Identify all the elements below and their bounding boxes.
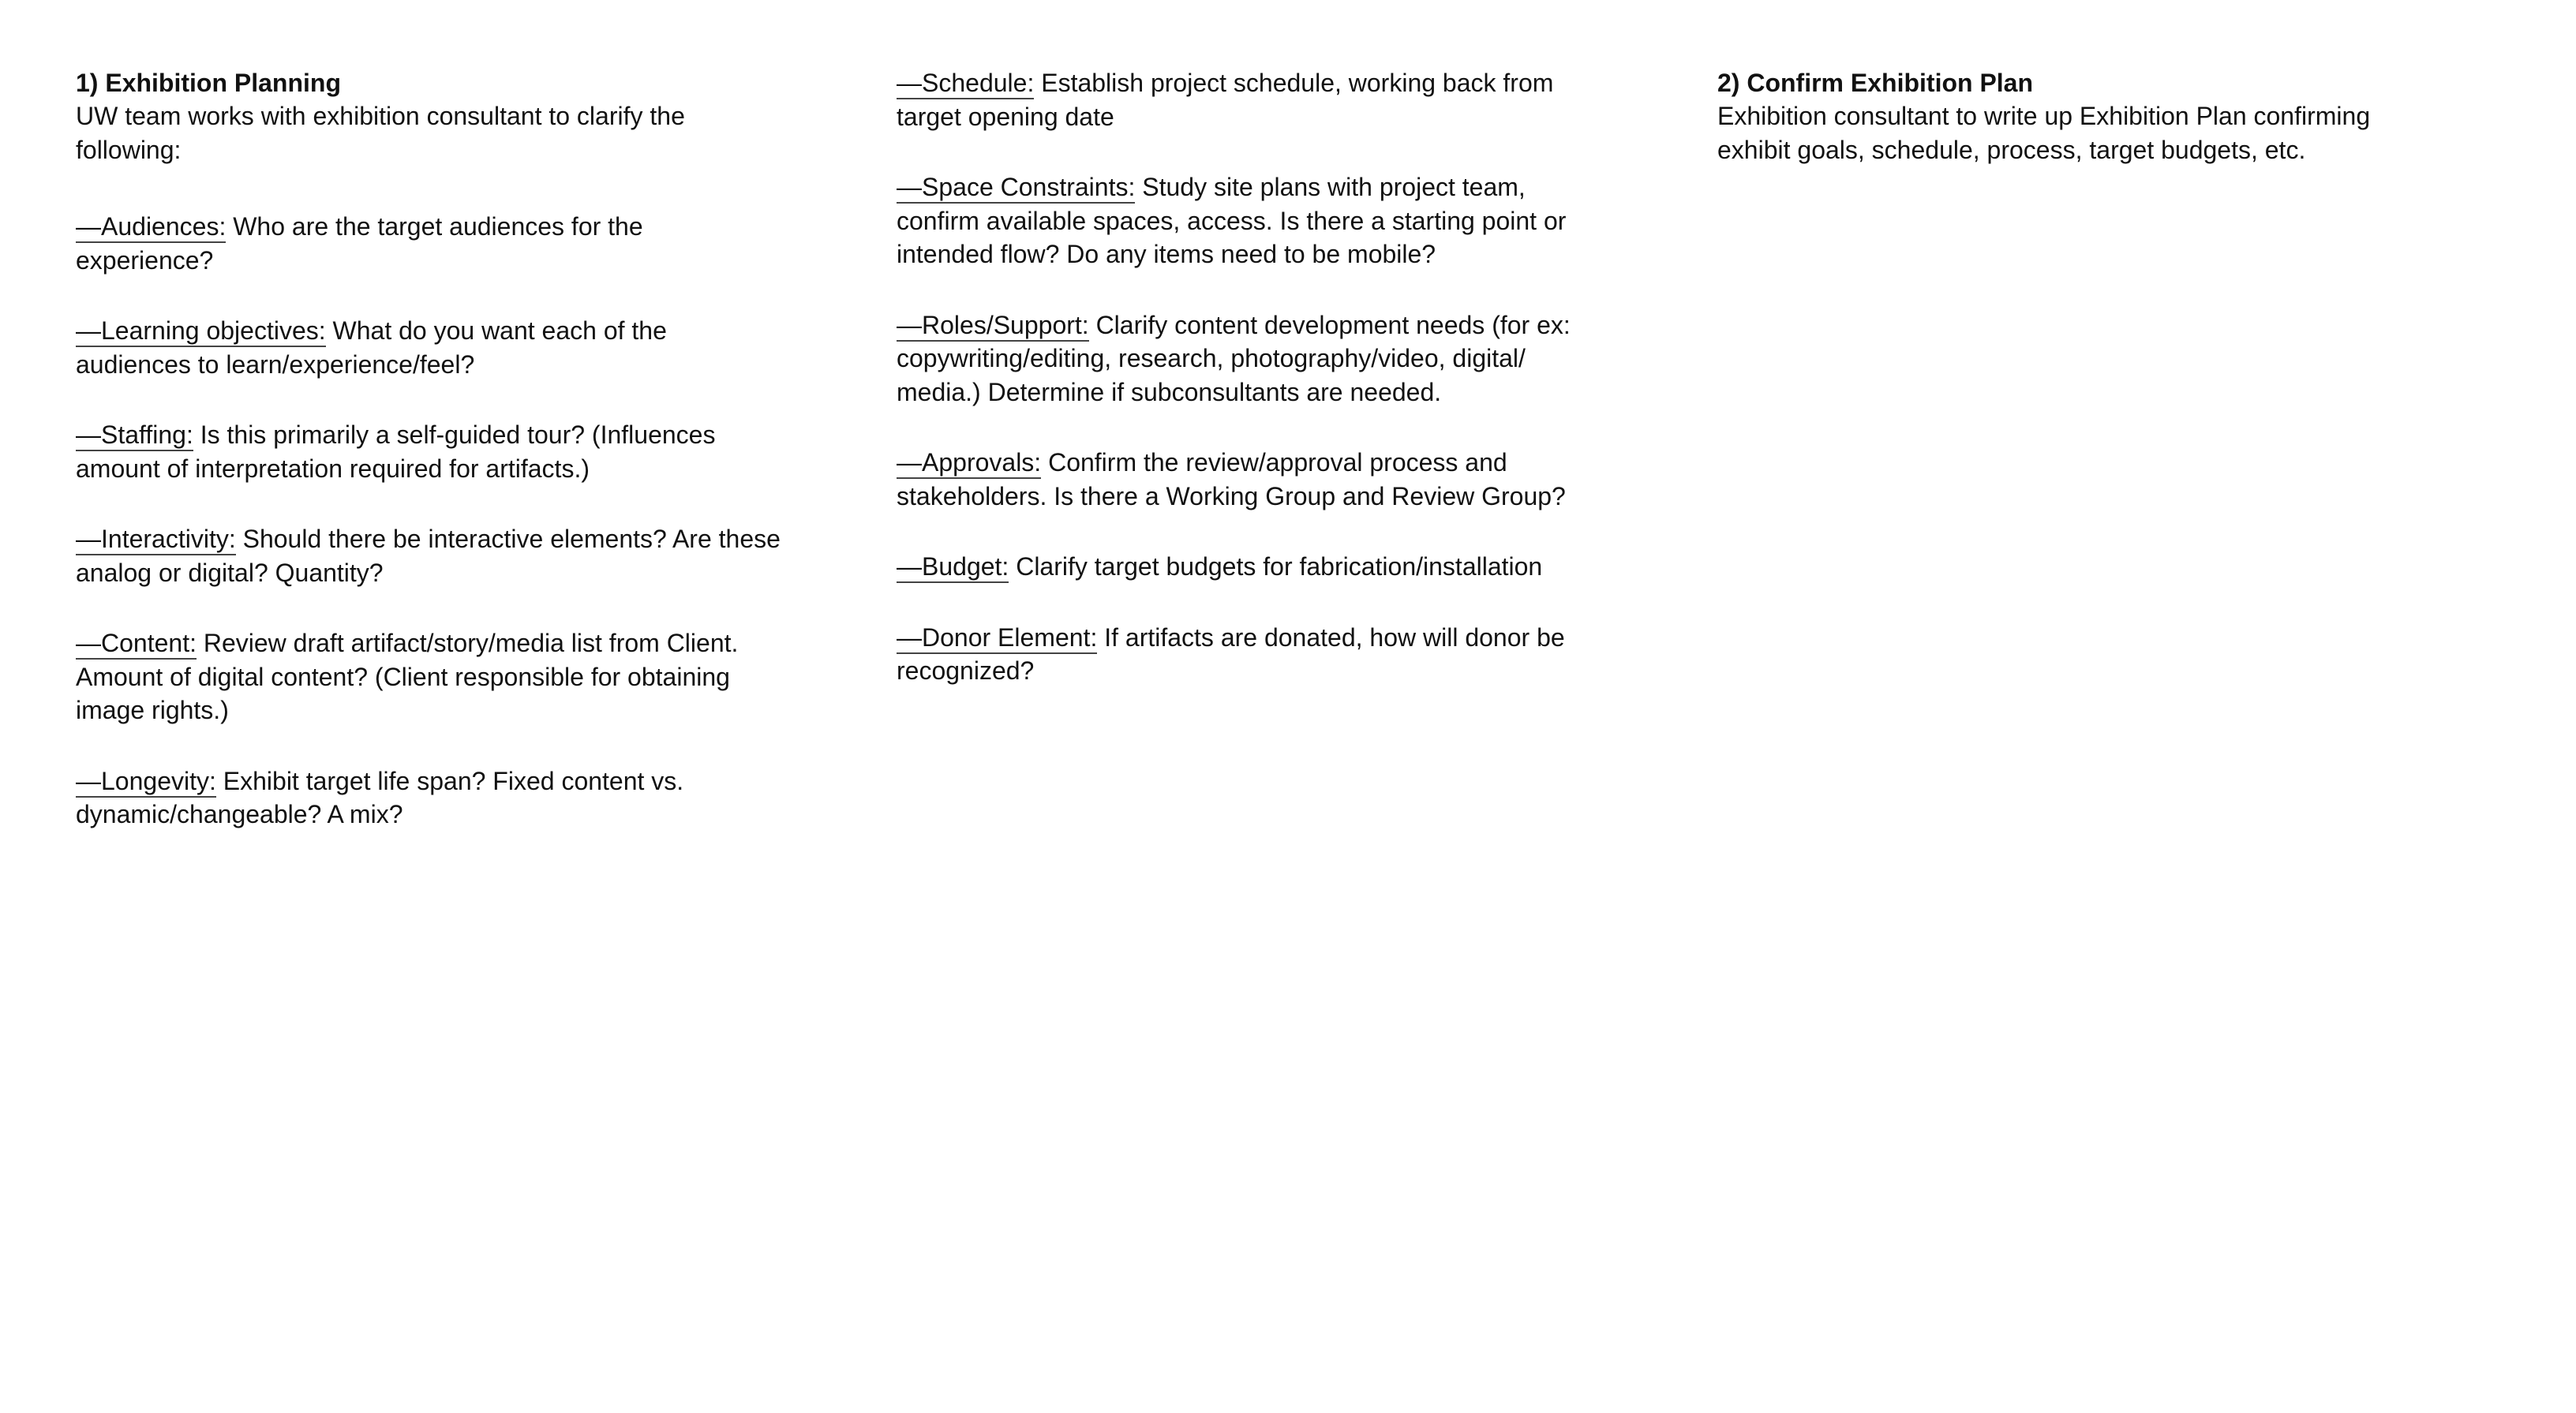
item-label: —Interactivity: bbox=[76, 525, 236, 555]
item-label: —Staffing: bbox=[76, 421, 193, 451]
item-label: —Donor Element: bbox=[897, 623, 1097, 654]
item-text: If artifacts are donated, how will donor be recognized? bbox=[897, 622, 1565, 685]
list-item-staffing bbox=[76, 418, 786, 485]
section-title: 1) Exhibition Planning bbox=[76, 69, 341, 97]
item-label: —Longevity: bbox=[76, 767, 216, 798]
item-label: —Audiences: bbox=[76, 212, 226, 243]
section-title: 2) Confirm Exhibition Plan bbox=[1717, 69, 2034, 97]
item-text: What do you want each of the audiences to learn/experience/feel? bbox=[76, 316, 667, 379]
list-item-budget bbox=[897, 550, 1607, 584]
column-confirm-plan bbox=[1717, 66, 2428, 204]
item-text: Is this primarily a self-guided tour? (Influences amount of interpretation required for artifacts.) bbox=[76, 421, 716, 483]
item-text: Review draft artifact/story/media list from Client. Amount of digital content? (Client responsible for obtaining image rights.) bbox=[76, 629, 739, 724]
list-item-schedule bbox=[897, 66, 1607, 133]
item-label: —Space Constraints: bbox=[897, 173, 1135, 204]
item-text: Who are the target audiences for the experience? bbox=[76, 212, 643, 275]
item-label: —Learning objectives: bbox=[76, 316, 326, 347]
item-text: Should there be interactive elements? Are these analog or digital? Quantity? bbox=[76, 525, 781, 587]
item-label: —Content: bbox=[76, 629, 197, 660]
item-label: —Approvals: bbox=[897, 448, 1041, 479]
item-label: —Roles/Support: bbox=[897, 311, 1089, 342]
section-intro: Exhibition consultant to write up Exhibition Plan confirming exhibit goals, schedule, process, target budgets, etc. bbox=[1717, 102, 2371, 164]
list-item-space-constraints bbox=[897, 170, 1607, 271]
list-item-longevity bbox=[76, 764, 786, 832]
list-item-learning-objectives bbox=[76, 314, 786, 381]
list-item-interactivity bbox=[76, 522, 786, 589]
item-text: Clarify content development needs (for ex: copywriting/editing, research, photography/video, digital/ media.) Determine if subconsultants are needed. bbox=[897, 310, 1571, 406]
item-label: —Budget: bbox=[897, 552, 1009, 583]
column-planning-continued bbox=[897, 66, 1607, 725]
section-intro: UW team works with exhibition consultant to clarify the following: bbox=[76, 102, 685, 164]
list-item-roles-support bbox=[897, 308, 1607, 409]
item-text: Clarify target budgets for fabrication/installation bbox=[1009, 552, 1543, 581]
item-text: Study site plans with project team, confirm available spaces, access. Is there a starting point or intended flow? Do any items need to be mobile? bbox=[897, 173, 1567, 268]
item-text: Exhibit target life span? Fixed content vs. dynamic/changeable? A mix? bbox=[76, 766, 684, 828]
item-label: —Schedule: bbox=[897, 69, 1034, 99]
list-item-approvals bbox=[897, 446, 1607, 513]
item-text: Establish project schedule, working back from target opening date bbox=[897, 69, 1554, 131]
list-item-content bbox=[76, 626, 786, 727]
column-exhibition-planning bbox=[76, 66, 786, 869]
list-item-audiences bbox=[76, 210, 786, 277]
item-text: Confirm the review/approval process and stakeholders. Is there a Working Group and Review Group? bbox=[897, 448, 1566, 510]
list-item-donor-element bbox=[897, 621, 1607, 688]
